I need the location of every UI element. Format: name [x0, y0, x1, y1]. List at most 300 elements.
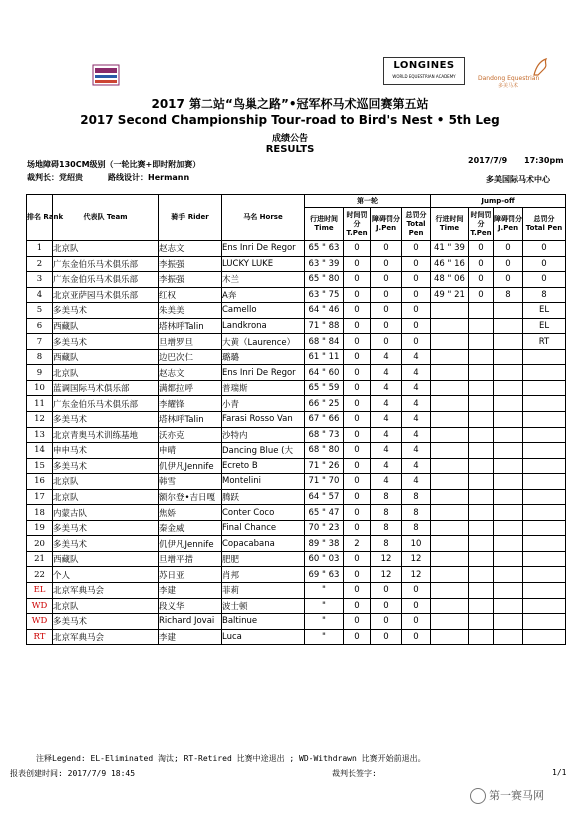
header-rank: 排名 Rank — [27, 195, 53, 241]
cell-horse: 普瑞斯 — [222, 380, 305, 396]
cell-team: 多美马术 — [53, 458, 159, 474]
cell-jpen1: 4 — [371, 443, 402, 459]
cell-total2 — [523, 598, 566, 614]
table-row — [27, 365, 566, 381]
cell-jpen2 — [494, 334, 523, 350]
cell-team: 广东金伯乐马术俱乐部 — [53, 396, 159, 412]
cell-tpen2 — [469, 365, 494, 381]
cell-tpen2 — [469, 474, 494, 490]
cell-rank: 9 — [27, 365, 53, 381]
cell-total1: 4 — [402, 380, 431, 396]
cell-horse: 璐璐 — [222, 349, 305, 365]
cell-horse: 腾跃 — [222, 489, 305, 505]
cell-rank: 3 — [27, 272, 53, 288]
cell-total1: 4 — [402, 474, 431, 490]
cell-jpen1: 0 — [371, 598, 402, 614]
cell-horse: 小青 — [222, 396, 305, 412]
longines-logo-text: LONGINES — [393, 60, 455, 71]
cell-time1: 66 " 25 — [305, 396, 344, 412]
cell-rank: 7 — [27, 334, 53, 350]
cell-total1: 12 — [402, 567, 431, 583]
cell-total1: 4 — [402, 349, 431, 365]
cell-team: 北京队 — [53, 241, 159, 257]
cell-rider: 韩雪 — [159, 474, 222, 490]
cell-time2 — [431, 520, 469, 536]
cell-tpen1: 0 — [344, 551, 371, 567]
cell-team: 北京队 — [53, 489, 159, 505]
header-jpen-jo: 障碍罚分 J.Pen — [494, 208, 523, 241]
cell-time2: 48 " 06 — [431, 272, 469, 288]
cell-tpen1: 0 — [344, 287, 371, 303]
cell-team: 北京亚萨园马术俱乐部 — [53, 287, 159, 303]
cell-time2 — [431, 365, 469, 381]
event-logo-icon — [92, 64, 120, 86]
header-jumpoff: Jump-off — [431, 195, 566, 208]
cell-tpen2 — [469, 349, 494, 365]
cell-jpen2: 0 — [494, 272, 523, 288]
cell-rank: 8 — [27, 349, 53, 365]
cell-jpen1: 0 — [371, 287, 402, 303]
cell-total2: RT — [523, 334, 566, 350]
table-row — [27, 598, 566, 614]
cell-jpen2 — [494, 396, 523, 412]
cell-total1: 0 — [402, 256, 431, 272]
cell-team: 多美马术 — [53, 303, 159, 319]
cell-team: 多美马术 — [53, 614, 159, 630]
cell-jpen1: 8 — [371, 489, 402, 505]
cell-rank: RT — [27, 629, 53, 645]
cell-time1: " — [305, 629, 344, 645]
cell-jpen2 — [494, 614, 523, 630]
cell-tpen2 — [469, 520, 494, 536]
cell-jpen1: 12 — [371, 567, 402, 583]
cell-rider: 李振强 — [159, 272, 222, 288]
cell-time2 — [431, 567, 469, 583]
cell-tpen1: 0 — [344, 489, 371, 505]
cell-rank: 12 — [27, 412, 53, 428]
cell-time2: 46 " 16 — [431, 256, 469, 272]
cell-tpen1: 0 — [344, 443, 371, 459]
cell-total1: 0 — [402, 598, 431, 614]
cell-time1: 71 " 26 — [305, 458, 344, 474]
cell-jpen1: 0 — [371, 303, 402, 319]
cell-team: 多美马术 — [53, 412, 159, 428]
cell-jpen1: 4 — [371, 365, 402, 381]
horse-icon — [530, 57, 552, 77]
cell-time1: 61 " 11 — [305, 349, 344, 365]
cell-jpen2: 8 — [494, 287, 523, 303]
cell-time1: " — [305, 614, 344, 630]
table-row — [27, 318, 566, 334]
cell-total2: EL — [523, 303, 566, 319]
cell-total2 — [523, 536, 566, 552]
cell-total1: 8 — [402, 520, 431, 536]
longines-logo-subtext: WORLD EQUESTRIAN ACADEMY — [392, 74, 456, 79]
cell-rank: WD — [27, 614, 53, 630]
cell-time1: 68 " 80 — [305, 443, 344, 459]
table-row — [27, 443, 566, 459]
cell-tpen1: 0 — [344, 396, 371, 412]
cell-rider: 李建 — [159, 629, 222, 645]
cell-horse: Dancing Blue (大 — [222, 443, 305, 459]
venue: 多美国际马术中心 — [486, 175, 550, 184]
event-time: 17:30pm — [524, 156, 564, 165]
cell-team: 北京队 — [53, 365, 159, 381]
cell-time2 — [431, 505, 469, 521]
cell-jpen2 — [494, 520, 523, 536]
chief-judge: 裁判长：党绍贵 — [27, 173, 83, 182]
watermark — [470, 787, 544, 804]
cell-rider: 沃亦克 — [159, 427, 222, 443]
cell-team: 多美马术 — [53, 334, 159, 350]
cell-jpen2 — [494, 380, 523, 396]
cell-total1: 4 — [402, 458, 431, 474]
cell-jpen2 — [494, 598, 523, 614]
cell-time2 — [431, 551, 469, 567]
cell-tpen2 — [469, 412, 494, 428]
cell-total2 — [523, 349, 566, 365]
table-row — [27, 380, 566, 396]
cell-jpen2 — [494, 567, 523, 583]
cell-rider: Richard Jovai — [159, 614, 222, 630]
cell-jpen1: 0 — [371, 334, 402, 350]
cell-jpen1: 0 — [371, 583, 402, 599]
cell-rider: 段义华 — [159, 598, 222, 614]
cell-rider: 仉伊凡Jennife — [159, 536, 222, 552]
cell-team: 多美马术 — [53, 536, 159, 552]
cell-jpen1: 12 — [371, 551, 402, 567]
cell-time1: 68 " 84 — [305, 334, 344, 350]
cell-tpen1: 0 — [344, 272, 371, 288]
cell-tpen2 — [469, 536, 494, 552]
cell-total1: 8 — [402, 489, 431, 505]
page-number: 1/1 — [552, 768, 567, 777]
cell-total1: 8 — [402, 505, 431, 521]
table-row — [27, 629, 566, 645]
cell-time2 — [431, 536, 469, 552]
cell-tpen2 — [469, 489, 494, 505]
cell-team: 西藏队 — [53, 551, 159, 567]
cell-tpen1: 0 — [344, 303, 371, 319]
cell-jpen1: 8 — [371, 520, 402, 536]
results-heading-english: RESULTS — [265, 144, 315, 155]
cell-time1: 67 " 66 — [305, 412, 344, 428]
cell-tpen2 — [469, 427, 494, 443]
cell-time1: 64 " 60 — [305, 365, 344, 381]
cell-total1: 0 — [402, 303, 431, 319]
wechat-icon — [470, 788, 486, 804]
cell-team: 北京青奥马术训练基地 — [53, 427, 159, 443]
cell-tpen1: 0 — [344, 520, 371, 536]
cell-horse: Copacabana — [222, 536, 305, 552]
cell-horse: Ens Inri De Regor — [222, 365, 305, 381]
cell-rider: 红权 — [159, 287, 222, 303]
cell-tpen1: 0 — [344, 505, 371, 521]
cell-rank: EL — [27, 583, 53, 599]
cell-tpen1: 0 — [344, 583, 371, 599]
event-date: 2017/7/9 — [468, 156, 508, 165]
table-row — [27, 256, 566, 272]
cell-rank: 11 — [27, 396, 53, 412]
cell-total1: 4 — [402, 365, 431, 381]
cell-jpen2 — [494, 474, 523, 490]
table-row — [27, 287, 566, 303]
cell-time2 — [431, 303, 469, 319]
cell-rank: 5 — [27, 303, 53, 319]
legend-note: 注释Legend: EL-Eliminated 淘汰; RT-Retired 比赛中途退出 ; WD-Withdrawn 比赛开始前退出。 — [36, 754, 426, 763]
table-row — [27, 505, 566, 521]
cell-time1: 65 " 80 — [305, 272, 344, 288]
cell-total2: 8 — [523, 287, 566, 303]
course-designer: 路线设计：Hermann — [108, 173, 190, 182]
cell-team: 个人 — [53, 567, 159, 583]
cell-time1: 65 " 59 — [305, 380, 344, 396]
cell-horse: 菲莉 — [222, 583, 305, 599]
cell-total1: 10 — [402, 536, 431, 552]
cell-horse: 木兰 — [222, 272, 305, 288]
cell-total1: 4 — [402, 396, 431, 412]
cell-time2 — [431, 474, 469, 490]
cell-team: 北京队 — [53, 598, 159, 614]
cell-total2 — [523, 505, 566, 521]
table-row — [27, 536, 566, 552]
table-row — [27, 396, 566, 412]
cell-horse: Ecreto B — [222, 458, 305, 474]
cell-jpen1: 0 — [371, 614, 402, 630]
cell-rider: 旦增平措 — [159, 551, 222, 567]
cell-time2 — [431, 443, 469, 459]
cell-jpen1: 4 — [371, 427, 402, 443]
cell-tpen1: 2 — [344, 536, 371, 552]
cell-total1: 0 — [402, 334, 431, 350]
cell-tpen2 — [469, 396, 494, 412]
cell-jpen2 — [494, 365, 523, 381]
cell-horse: 大黄（Laurence） — [222, 334, 305, 350]
cell-rider: 焦娇 — [159, 505, 222, 521]
cell-tpen2 — [469, 334, 494, 350]
cell-time1: 63 " 39 — [305, 256, 344, 272]
cell-tpen1: 0 — [344, 380, 371, 396]
cell-team: 蓝调国际马术俱乐部 — [53, 380, 159, 396]
cell-rider: 满都拉呼 — [159, 380, 222, 396]
results-heading-chinese: 成绩公告 — [271, 134, 308, 144]
cell-horse: Luca — [222, 629, 305, 645]
table-row — [27, 614, 566, 630]
cell-rider: 赵志文 — [159, 365, 222, 381]
cell-time2 — [431, 458, 469, 474]
results-rows — [27, 241, 566, 645]
cell-tpen2 — [469, 318, 494, 334]
cell-horse: LUCKY LUKE — [222, 256, 305, 272]
cell-horse: 波士顿 — [222, 598, 305, 614]
cell-time1: 64 " 57 — [305, 489, 344, 505]
cell-horse: 肥肥 — [222, 551, 305, 567]
cell-total2 — [523, 380, 566, 396]
cell-time1: 68 " 73 — [305, 427, 344, 443]
cell-tpen2: 0 — [469, 256, 494, 272]
table-row — [27, 520, 566, 536]
cell-jpen2 — [494, 443, 523, 459]
cell-time2 — [431, 489, 469, 505]
cell-time2 — [431, 318, 469, 334]
cell-tpen2 — [469, 505, 494, 521]
cell-total2 — [523, 443, 566, 459]
cell-horse: Farasi Rosso Van — [222, 412, 305, 428]
cell-rank: WD — [27, 598, 53, 614]
cell-tpen2 — [469, 380, 494, 396]
cell-total1: 0 — [402, 629, 431, 645]
cell-horse: Conter Coco — [222, 505, 305, 521]
cell-jpen2 — [494, 412, 523, 428]
report-created: 报表创建时间: 2017/7/9 18:45 — [10, 769, 136, 778]
cell-time1: 71 " 70 — [305, 474, 344, 490]
cell-tpen2 — [469, 614, 494, 630]
cell-tpen2 — [469, 598, 494, 614]
table-row — [27, 303, 566, 319]
cell-total2: 0 — [523, 272, 566, 288]
title-chinese: 2017 第二站“鸟巢之路”•冠军杯马术巡回赛第五站 — [151, 97, 429, 111]
cell-tpen2: 0 — [469, 272, 494, 288]
cell-jpen2: 0 — [494, 241, 523, 257]
cell-time2: 41 " 39 — [431, 241, 469, 257]
table-row — [27, 334, 566, 350]
cell-rank: 4 — [27, 287, 53, 303]
cell-total2 — [523, 520, 566, 536]
cell-tpen1: 0 — [344, 256, 371, 272]
cell-time2 — [431, 349, 469, 365]
cell-team: 广东金伯乐马术俱乐部 — [53, 256, 159, 272]
cell-total2 — [523, 551, 566, 567]
cell-rider: 李振强 — [159, 256, 222, 272]
cell-jpen1: 8 — [371, 505, 402, 521]
signature-label: 裁判长签字: — [332, 769, 377, 778]
cell-total2 — [523, 629, 566, 645]
cell-time2 — [431, 396, 469, 412]
cell-team: 西藏队 — [53, 349, 159, 365]
cell-time1: 63 " 75 — [305, 287, 344, 303]
cell-jpen1: 4 — [371, 412, 402, 428]
cell-jpen2 — [494, 505, 523, 521]
cell-tpen1: 0 — [344, 474, 371, 490]
cell-team: 北京军典马会 — [53, 583, 159, 599]
header-total-jo: 总罚分 Total Pen — [523, 208, 566, 241]
dandong-logo-text: Dandong Equestrian — [478, 75, 540, 82]
cell-tpen2 — [469, 443, 494, 459]
cell-jpen1: 4 — [371, 458, 402, 474]
table-row — [27, 583, 566, 599]
cell-total2 — [523, 412, 566, 428]
cell-total2 — [523, 614, 566, 630]
cell-horse: Landkrona — [222, 318, 305, 334]
header-tpen-r1: 时间罚分 T.Pen — [344, 208, 371, 241]
cell-jpen1: 8 — [371, 536, 402, 552]
cell-rank: 19 — [27, 520, 53, 536]
cell-tpen1: 0 — [344, 349, 371, 365]
cell-jpen1: 0 — [371, 241, 402, 257]
cell-total2 — [523, 583, 566, 599]
cell-horse: Ens Inri De Regor — [222, 241, 305, 257]
table-row — [27, 412, 566, 428]
cell-total1: 12 — [402, 551, 431, 567]
cell-rank: 10 — [27, 380, 53, 396]
cell-tpen2 — [469, 551, 494, 567]
cell-jpen2 — [494, 458, 523, 474]
table-row — [27, 349, 566, 365]
cell-time1: 60 " 03 — [305, 551, 344, 567]
cell-time2 — [431, 583, 469, 599]
cell-rank: 21 — [27, 551, 53, 567]
cell-rank: 20 — [27, 536, 53, 552]
cell-time2 — [431, 629, 469, 645]
cell-tpen1: 0 — [344, 458, 371, 474]
cell-time1: " — [305, 583, 344, 599]
cell-time1: " — [305, 598, 344, 614]
cell-total1: 0 — [402, 583, 431, 599]
cell-jpen1: 0 — [371, 256, 402, 272]
header-tpen-jo: 时间罚分 T.Pen — [469, 208, 494, 241]
cell-total2 — [523, 427, 566, 443]
cell-rider: 申晴 — [159, 443, 222, 459]
table-row — [27, 427, 566, 443]
table-row — [27, 551, 566, 567]
cell-total2 — [523, 567, 566, 583]
cell-rider: 苏日亚 — [159, 567, 222, 583]
cell-total2 — [523, 489, 566, 505]
cell-horse: 肖邦 — [222, 567, 305, 583]
cell-time2 — [431, 334, 469, 350]
cell-rank: 1 — [27, 241, 53, 257]
cell-time2 — [431, 427, 469, 443]
cell-tpen2: 0 — [469, 241, 494, 257]
cell-tpen1: 0 — [344, 629, 371, 645]
cell-jpen2 — [494, 489, 523, 505]
cell-jpen2 — [494, 536, 523, 552]
cell-total2 — [523, 365, 566, 381]
cell-total1: 0 — [402, 318, 431, 334]
cell-time1: 65 " 47 — [305, 505, 344, 521]
cell-jpen1: 4 — [371, 380, 402, 396]
cell-time2 — [431, 412, 469, 428]
cell-jpen1: 4 — [371, 474, 402, 490]
cell-total2 — [523, 396, 566, 412]
cell-horse: Montelini — [222, 474, 305, 490]
header-rider: 骑手 Rider — [159, 195, 222, 241]
cell-time1: 70 " 23 — [305, 520, 344, 536]
dandong-equestrian-logo — [478, 57, 558, 87]
cell-total1: 0 — [402, 614, 431, 630]
header-total-r1: 总罚分 Total Pen — [402, 208, 431, 241]
cell-team: 多美马术 — [53, 520, 159, 536]
cell-total2: EL — [523, 318, 566, 334]
cell-jpen2 — [494, 629, 523, 645]
cell-tpen1: 0 — [344, 614, 371, 630]
cell-jpen1: 4 — [371, 396, 402, 412]
cell-rank: 15 — [27, 458, 53, 474]
cell-jpen2 — [494, 583, 523, 599]
table-row — [27, 474, 566, 490]
cell-tpen2 — [469, 583, 494, 599]
cell-time1: 65 " 63 — [305, 241, 344, 257]
cell-total2 — [523, 474, 566, 490]
cell-total1: 0 — [402, 241, 431, 257]
header-horse: 马名 Horse — [222, 195, 305, 241]
cell-rider: 塔林呼Talin — [159, 318, 222, 334]
cell-total1: 0 — [402, 287, 431, 303]
cell-tpen2: 0 — [469, 287, 494, 303]
cell-total1: 0 — [402, 272, 431, 288]
cell-time2 — [431, 380, 469, 396]
cell-total2: 0 — [523, 241, 566, 257]
